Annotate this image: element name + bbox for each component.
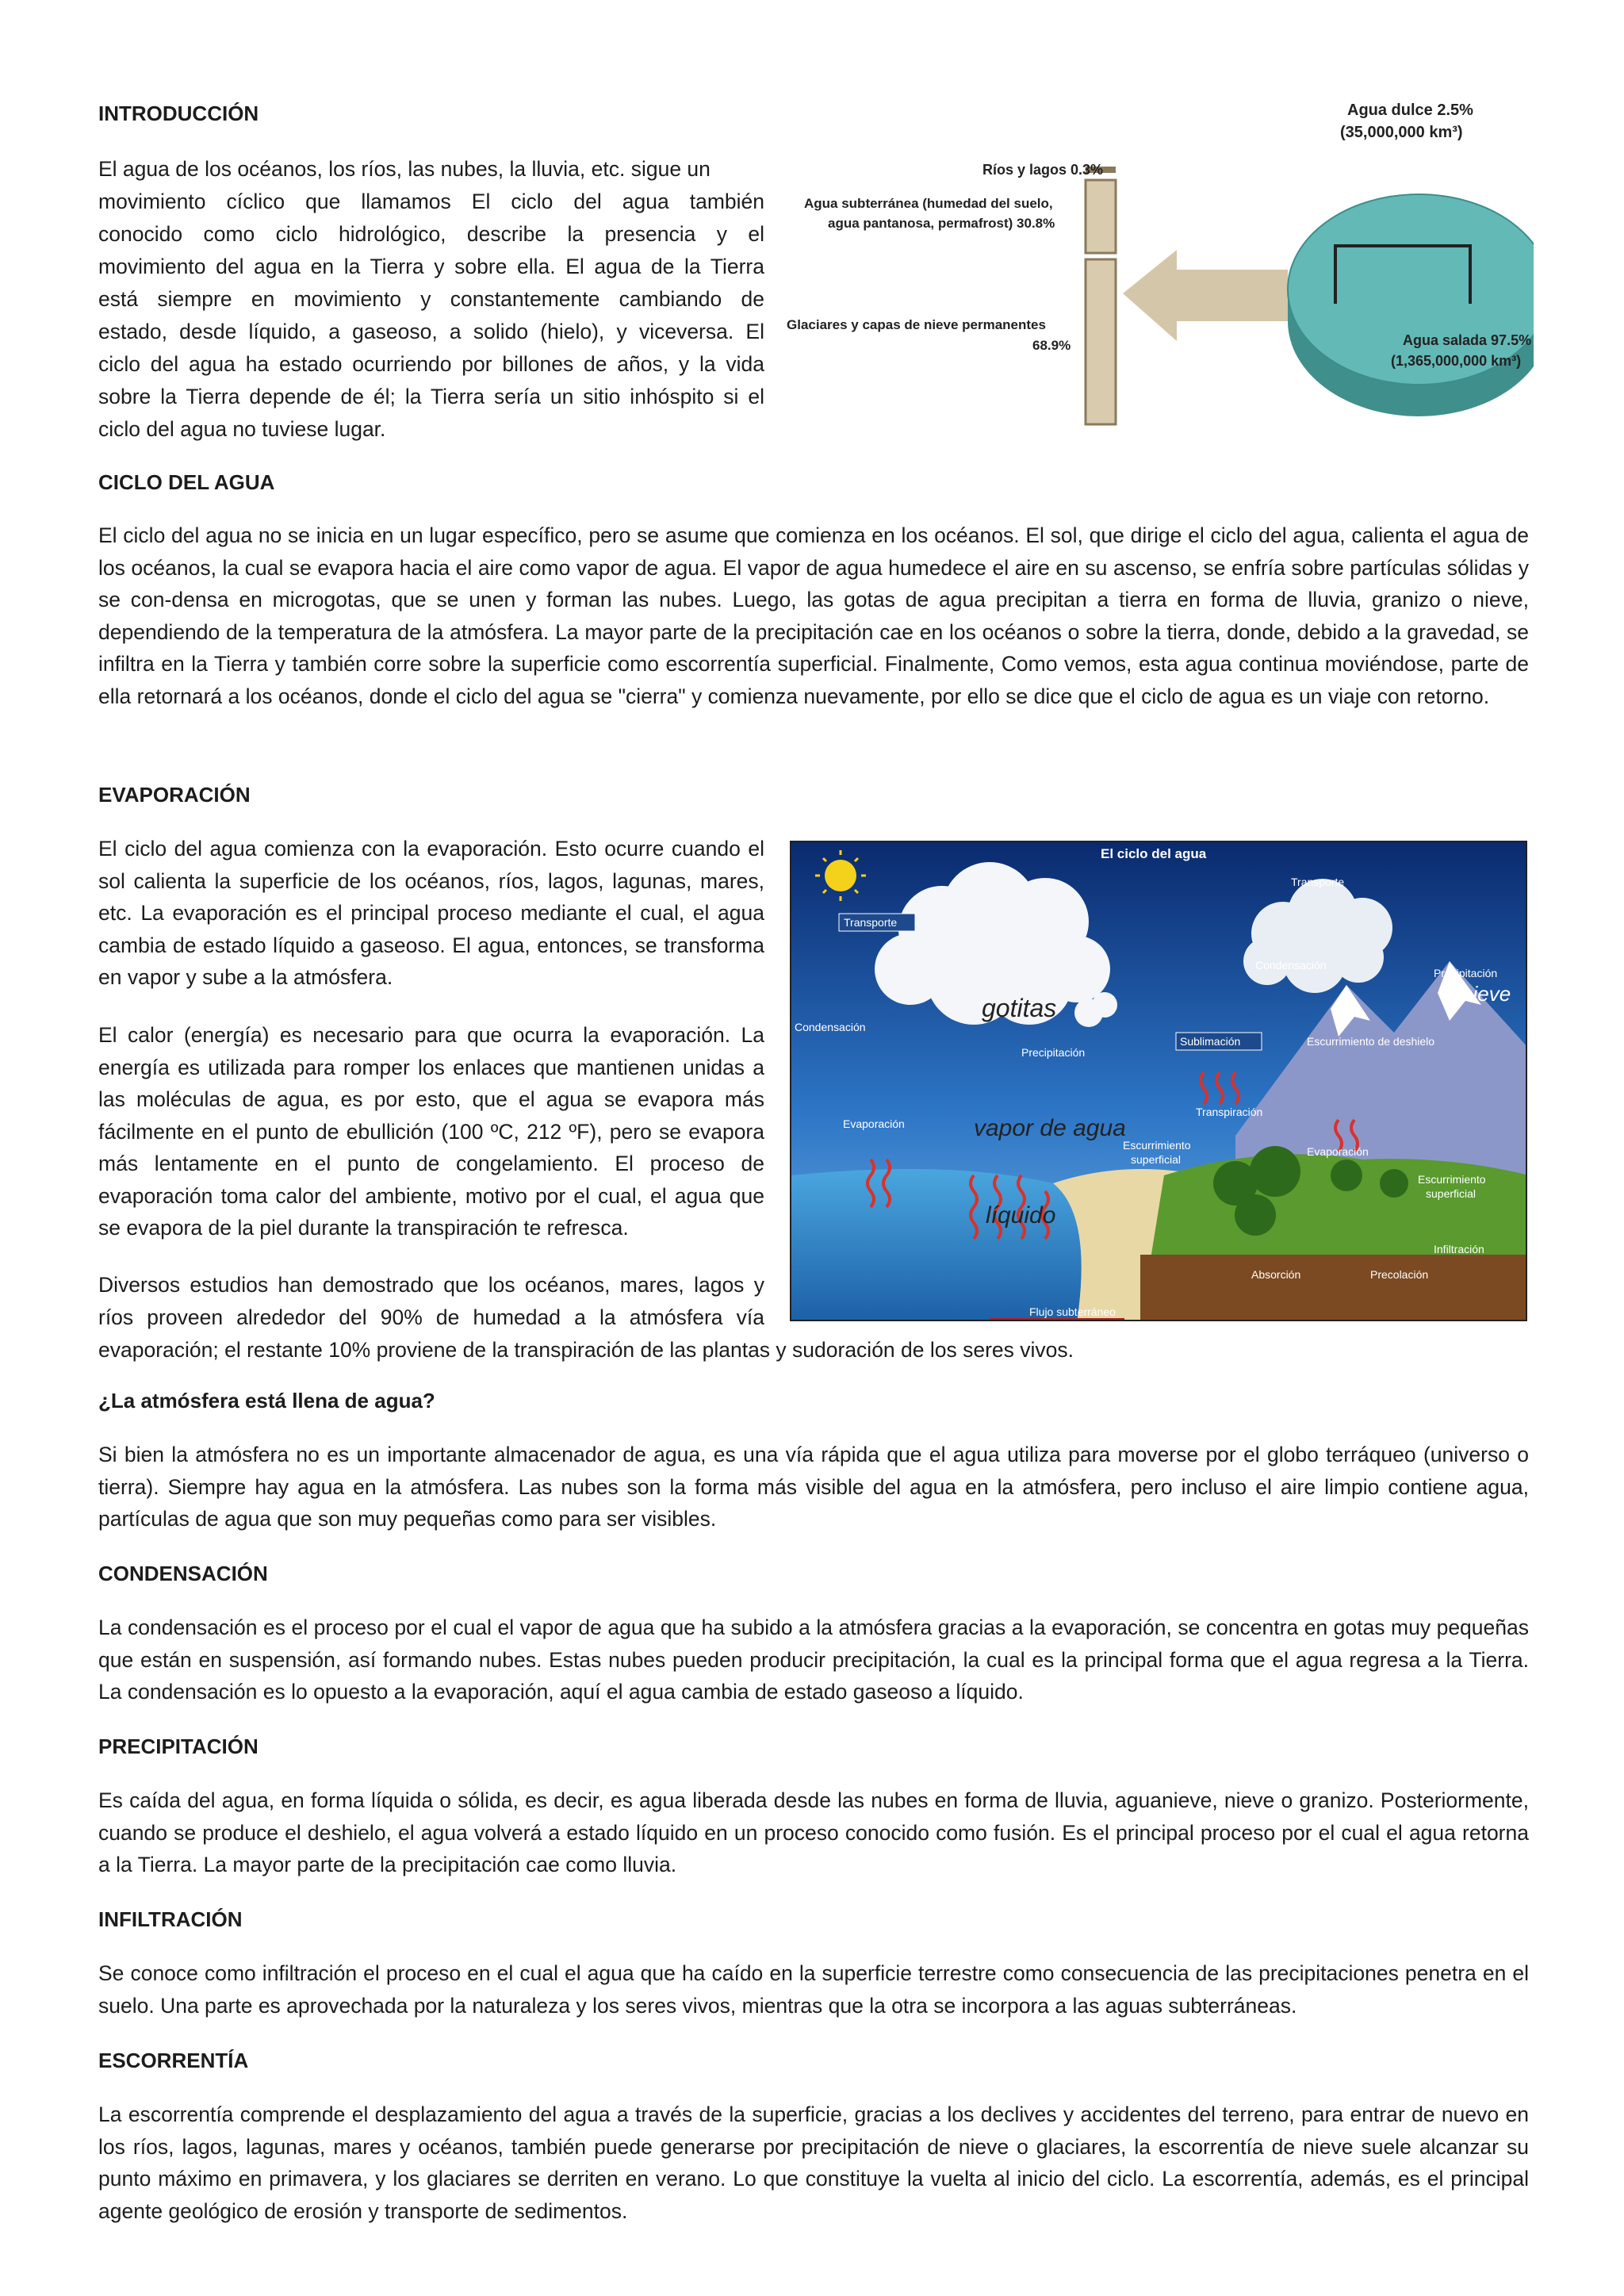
label-flujo: Flujo subterráneo (1029, 1305, 1116, 1318)
label-escurrimiento-sup-1: Escurrimiento (1123, 1139, 1191, 1152)
condensacion-paragraph: La condensación es el proceso por el cual el vapor de agua que ha subido a la atmósfera gracias a la evaporación, se concentra en gotas muy pequeñas que están en suspensión, así formando nubes. Estas nubes pueden producir precipitación, la cual es la principal forma que el agua regresa a la Tierra. La condensación es lo opuesto a la evaporación, aquí el agua cambia de estado gaseoso a líquido. (98, 1616, 1529, 1704)
handwritten-liquido: líquido (986, 1202, 1056, 1228)
evaporacion-line: evaporación; el restante 10% proviene de la transpiración de las plantas y sudoración de los seres vivos. (98, 1338, 1074, 1362)
ocean (791, 1169, 1082, 1321)
evaporacion-paragraph-2: El calor (energía) es necesario para que ocurra la evaporación. La energía es utilizada para romper los enlaces que mantienen unidas a las moléculas de agua, es por esto, que el agua se evapora más fácilmente en el punto de ebullición (100 ºC, 212 ºF), pero se evapora más lentamente en el punto de congelamiento. El proceso de evaporación toma calor del ambiente, motivo por el cual, el agua que se evapora de la piel durante la transpiración te refresca. (98, 1023, 764, 1240)
water-distribution-graphic (780, 91, 1534, 472)
groundwater-label-1: Agua subterránea (humedad del suelo, (804, 196, 1053, 211)
label-escurrimiento-sup-r2: superficial (1426, 1187, 1477, 1200)
atmosfera-heading: ¿La atmósfera está llena de agua? (98, 1389, 435, 1412)
water-distribution-figure (780, 91, 1534, 472)
handwritten-vapor: vapor de agua (974, 1115, 1126, 1141)
evaporacion-line: ríos proveen alrededor del 90% de humedad a la atmósfera vía (98, 1305, 764, 1329)
water-cycle-figure (790, 841, 1527, 1321)
escorrentia-paragraph: La escorrentía comprende el desplazamiento del agua a través de la superficie, gracias a los declives y accidentes del terreno, para entrar de nuevo en los ríos, lagos, lagunas, mares y océanos, también puede generarse por precipitación de nieve o glaciares, la escorrentía de nieve suele alcanzar su punto máximo en primavera, y los glaciares se derriten en verano. Lo que constituye la vuelta al inicio del ciclo. La escorrentía, además, es el principal agente geológico de erosión y transporte de sedimentos. (98, 2102, 1529, 2223)
glaciers-label-2: 68.9% (1032, 338, 1071, 353)
groundwater-bar (1086, 180, 1116, 253)
intro-line: ciclo del agua ha estado ocurriendo por billones de años, y la vida (98, 352, 764, 376)
groundwater-label-2: agua pantanosa, permafrost) 30.8% (828, 216, 1055, 231)
intro-line: movimiento cíclico que llamamos El ciclo del agua también (98, 190, 764, 213)
intro-line: sobre la Tierra depende de él; la Tierra sería un sitio inhóspito si el (98, 385, 764, 408)
precipitacion-paragraph: Es caída del agua, en forma líquida o sólida, es decir, es agua liberada desde las nubes en forma de lluvia, aguanieve, nieve o granizo. Posteriormente, cuando se produce el deshielo, el agua volverá a estado líquido en un proceso conocido como fusión. Es el principal proceso por el cual el agua retorna a la Tierra. La mayor parte de la precipitación cae como lluvia. (98, 1788, 1529, 1876)
ciclo-heading: CICLO DEL AGUA (98, 470, 275, 494)
intro-heading: INTRODUCCIÓN (98, 102, 259, 125)
condensacion-heading: CONDENSACIÓN (98, 1562, 268, 1585)
fresh-title: Agua dulce 2.5% (1347, 102, 1473, 119)
evaporacion-line: Diversos estudios han demostrado que los océanos, mares, lagos y (98, 1273, 764, 1297)
intro-line: conocido como ciclo hidrológico, describe la presencia y el (98, 222, 764, 246)
sun-icon (825, 860, 856, 891)
label-precipitacion-right: Precipitación (1434, 967, 1498, 979)
glaciers-bar (1086, 259, 1116, 424)
label-condensacion-left: Condensación (795, 1021, 866, 1033)
handwritten-nieve: nieve (1461, 982, 1511, 1006)
intro-line: movimiento del agua en la Tierra y sobre ella. El agua de la Tierra (98, 255, 764, 278)
soil (1140, 1255, 1527, 1321)
label-evaporacion-right: Evaporación (1307, 1145, 1369, 1158)
escorrentia-heading: ESCORRENTÍA (98, 2049, 249, 2072)
label-escurrimiento-deshielo: Escurrimiento de deshielo (1307, 1035, 1435, 1048)
fresh-volume: (35,000,000 km³) (1340, 124, 1463, 141)
rivers-label: Ríos y lagos 0.3% (982, 162, 1104, 178)
glaciers-label-1: Glaciares y capas de nieve permanentes (787, 317, 1046, 332)
label-percolacion: Precolación (1370, 1268, 1429, 1281)
infiltracion-heading: INFILTRACIÓN (98, 1907, 243, 1931)
label-escurrimiento-sup-r1: Escurrimiento (1418, 1173, 1486, 1186)
label-condensacion-right: Condensación (1255, 959, 1327, 972)
evaporacion-paragraph-1: El ciclo del agua comienza con la evaporación. Esto ocurre cuando el sol calienta la superficie de los océanos, ríos, lagos, lagunas, mares, etc. La evaporación es el principal proceso mediante el cual, el agua cambia de estado líquido a gaseoso. El agua, entonces, se transforma en vapor y sube a la atmósfera. (98, 837, 764, 989)
intro-line: está siempre en movimiento y constantemente cambiando de (98, 287, 764, 311)
label-transporte-left: Transporte (844, 916, 898, 929)
transfer-arrow (1123, 250, 1288, 341)
atmosfera-paragraph: Si bien la atmósfera no es un importante almacenador de agua, es una vía rápida que el agua utiliza para moverse por el globo terráqueo (universo o tierra). Siempre hay agua en la atmósfera. Las nubes son la forma más visible del agua en la atmósfera, pero incluso el aire limpio contiene agua, partículas de agua que son muy pequeñas como para ser visibles. (98, 1443, 1529, 1531)
infiltracion-paragraph: Se conoce como infiltración el proceso en el cual el agua que ha caído en la superficie terrestre como consecuencia de las precipitaciones penetra en el suelo. Una parte es aprovechada por la naturaleza y los seres vivos, mientras que la otra se incorpora a las aguas subterráneas. (98, 1961, 1529, 2018)
ciclo-paragraph: El ciclo del agua no se inicia en un lugar específico, pero se asume que comienza en los océanos. El sol, que dirige el ciclo del agua, calienta el agua de los océanos, la cual se evapora hacia el aire como vapor de agua. El vapor de agua humedece el aire en su ascenso, se enfría sobre partículas sólidas y se con-densa en microgotas, que se unen y forman las nubes. Luego, las gotas de agua precipitan a tierra en forma de lluvia, granizo o nieve, dependiendo de la temperatura de la atmósfera. La mayor parte de la precipitación cae en los océanos o sobre la tierra, donde, debido a la gravedad, se infiltra en la Tierra y también corre sobre la superficie como escorrentía superficial. Finalmente, Como vemos, esta agua continua moviéndose, parte de ella retornará a los océanos, donde el ciclo del agua se "cierra" y comienza nuevamente, por ello se dice que el ciclo de agua es un viaje con retorno. (98, 523, 1529, 708)
label-escurrimiento-sup-2: superficial (1131, 1153, 1182, 1166)
label-evaporacion-left: Evaporación (843, 1117, 905, 1130)
salt-title: Agua salada 97.5% (1403, 332, 1532, 348)
label-transpiracion: Transpiración (1196, 1106, 1263, 1118)
label-sublimacion: Sublimación (1180, 1035, 1241, 1048)
handwritten-gotitas: gotitas (982, 994, 1057, 1022)
label-absorcion: Absorción (1251, 1268, 1301, 1281)
intro-line: El agua de los océanos, los ríos, las nubes, la lluvia, etc. sigue un (98, 157, 710, 181)
evaporacion-heading: EVAPORACIÓN (98, 783, 251, 807)
intro-line: estado, desde líquido, a gaseoso, a solido (hielo), y viceversa. El (98, 320, 764, 343)
precipitacion-heading: PRECIPITACIÓN (98, 1734, 259, 1758)
water-cycle-graphic (791, 842, 1527, 1321)
intro-line: ciclo del agua no tuviese lugar. (98, 417, 386, 441)
salt-volume: (1,365,000,000 km³) (1391, 353, 1522, 369)
label-precipitacion-left: Precipitación (1021, 1046, 1086, 1059)
label-transporte-right: Transporte (1291, 876, 1345, 888)
label-infiltracion: Infiltración (1434, 1243, 1484, 1255)
cycle-title: El ciclo del agua (1101, 846, 1207, 861)
